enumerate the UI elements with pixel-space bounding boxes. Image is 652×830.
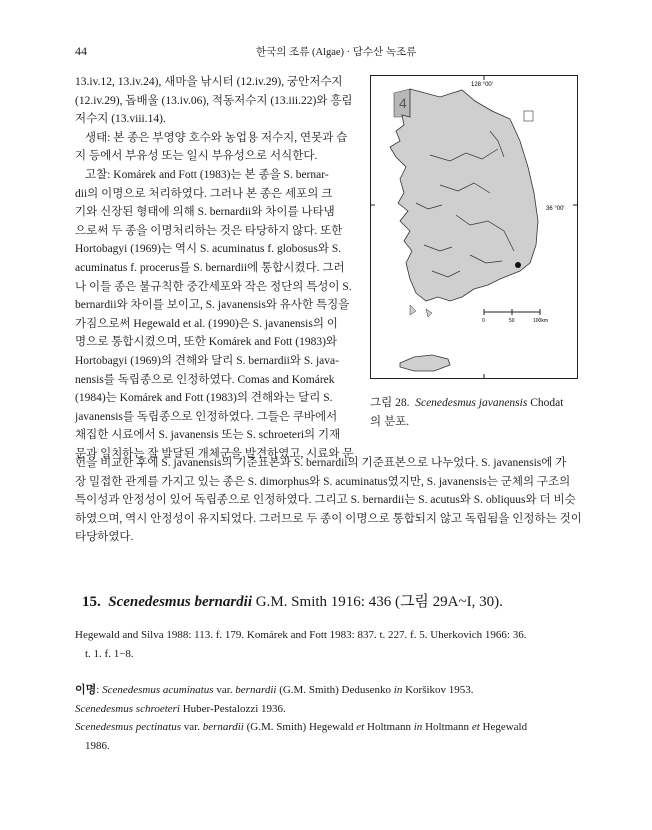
synonym-text: Holtmann <box>364 721 414 734</box>
species-number: 15. <box>82 594 101 610</box>
text-line: Hortobagyi (1969)는 역시 S. acuminatus f. globosus와 S. <box>75 243 342 256</box>
references-block <box>75 626 526 663</box>
synonym-in: in <box>393 684 403 696</box>
synonym-text: (G.M. Smith) Hegewald <box>243 721 357 734</box>
figure-caption <box>370 394 563 431</box>
synonym-text: var. <box>213 684 236 696</box>
text-line: 으로써 두 종을 이명처리하는 것은 타당하지 않다. 또한 <box>75 224 343 237</box>
text-line: Hortobagyi (1969)의 견해와 달리 S. bernardii와 S. java- <box>75 354 339 367</box>
synonym-variety: bernardii <box>202 721 244 734</box>
synonym-line <box>75 718 527 737</box>
synonym-text: Hegewald <box>479 721 528 734</box>
synonym-text: var. <box>181 721 203 734</box>
synonyms-block <box>75 681 527 755</box>
text-line: 채집한 시료에서 S. javanensis 또는 S. schroeteri의 기재 <box>75 429 341 442</box>
synonym-line: 이명: Scenedesmus acuminatus var. bernardii (G.M. Smith) Dedusenko in Koršikov 1953. <box>75 684 474 696</box>
synonym-in: in <box>413 721 423 734</box>
text-line: nensis를 독립종으로 인정하였다. Comas and Komárek <box>75 373 335 386</box>
caption-author: Chodat <box>530 397 564 409</box>
species-authority: G.M. Smith 1916: 436 (그림 29A~I, 30). <box>255 594 503 610</box>
synonym-text: Holtmann <box>422 721 472 734</box>
text-line: 지 등에서 부유성 또는 일시 부유성으로 서식한다. <box>75 150 318 163</box>
text-line: 명으로 통합시켰으며, 또한 Komárek and Fott (1983)와 <box>75 336 338 349</box>
scale-label-0: 0 <box>482 318 485 324</box>
caption-species: Scenedesmus javanensis <box>415 397 528 409</box>
text-line: dii의 이명으로 처리하였다. 그러나 본 종은 세포의 크 <box>75 187 333 200</box>
synonym-text: Huber-Pestalozzi 1936. <box>179 702 286 715</box>
reference-line: t. 1. f. 1−8. <box>85 647 134 660</box>
synonym-et: et <box>356 721 365 734</box>
text-line: 고찰: Komárek and Fott (1983)는 본 종을 S. bernar- <box>85 168 329 181</box>
page-number: 44 <box>75 44 87 58</box>
text-line: javanensis를 독립종으로 인정하였다. 그들은 쿠바에서 <box>75 410 338 423</box>
longitude-label: 128 °00' <box>471 82 493 88</box>
text-line: 특이성과 안정성이 있어 독립종으로 인정하였다. 그리고 S. bernardii는 S. acutus와 S. obliquus와 더 비슷 <box>75 494 576 507</box>
text-line: 나 이들 종은 불규칙한 중간세포와 작은 정단의 특성이 S. <box>75 280 352 293</box>
caption-number: 그림 28. <box>370 397 410 409</box>
text-line: 장 밀접한 관계를 가지고 있는 종은 S. dimorphus와 S. acuminatus였지만, S. javanensis는 군체의 구조의 <box>75 475 571 488</box>
text-line: 헌을 비교한 후에 S. javanensis의 기준표본과 S. bernardii의 기준표본으로 나누었다. S. javanensis에 가 <box>75 457 567 469</box>
synonym-line: 1986. <box>85 739 110 752</box>
text-line: 타당하였다. <box>75 531 134 544</box>
text-line: 저수지 (13.viii.14). <box>75 113 166 126</box>
synonym-et: et <box>471 721 480 734</box>
synonym-variety: bernardii <box>235 684 277 696</box>
species-name: Scenedesmus bernardii <box>108 594 253 610</box>
species-heading <box>82 590 503 611</box>
text-line: 13.iv.12, 13.iv.24), 새마을 낚시터 (12.iv.29), 궁안저수지 <box>75 76 343 88</box>
latitude-label: 36 °00' <box>546 206 565 212</box>
reference-line: Hegewald and Silva 1988: 113. f. 179. Komárek and Fott 1983: 837. t. 227. f. 5. Uherkovich 1966: 36. <box>75 629 527 641</box>
caption-line2: 의 분포. <box>370 415 410 428</box>
grid-number: 4 <box>399 95 407 111</box>
distribution-map <box>370 75 578 379</box>
synonym-species: Scenedesmus schroeteri <box>75 702 180 715</box>
korea-map-svg <box>370 75 578 379</box>
synonym-text: Koršikov 1953. <box>402 684 474 696</box>
synonym-label: 이명 <box>75 684 97 696</box>
text-line: acuminatus f. procerus를 S. bernardii에 통합시켰다. 그러 <box>75 261 345 274</box>
text-line: (12.iv.29), 돕배울 (13.iv.06), 적동저수지 (13.iii.22)와 흥림 <box>75 94 353 107</box>
inset-box <box>524 111 533 121</box>
synonym-species: Scenedesmus pectinatus <box>75 721 181 734</box>
text-line: 생태: 본 종은 부영양 호수와 농업용 저수지, 연못과 습 <box>85 131 348 144</box>
running-title: 한국의 조류 (Algae) · 담수산 녹조류 <box>256 47 417 58</box>
text-line: bernardii와 차이를 보이고, S. javanensis와 유사한 특징을 <box>75 299 350 312</box>
text-line: (1984)는 Komárek and Fott (1983)의 견해와는 달리 S. <box>75 392 333 405</box>
text-line: 가짐으로써 Hegewald et al. (1990)은 S. javanensis의 이 <box>75 317 338 330</box>
full-width-text <box>75 454 582 547</box>
scale-label-100: 100km <box>533 318 549 324</box>
synonym-line <box>75 700 527 719</box>
synonym-text: (G.M. Smith) Dedusenko <box>276 684 394 696</box>
synonym-species: Scenedesmus acuminatus <box>102 684 214 696</box>
text-line: 하였으며, 역시 안정성이 유지되었다. 그러므로 두 종이 이명으로 통합되지 않고 독립됨을 인정하는 것이 <box>75 512 582 525</box>
scale-label-50: 50 <box>509 318 515 324</box>
text-line: 문과 일치하는 잘 발달된 개체군을 발견하였고, 시료와 문 <box>75 447 354 460</box>
left-column-text <box>75 73 357 463</box>
text-line: 기와 신장된 형태에 의해 S. bernardii와 차이를 나타냄 <box>75 206 335 219</box>
occurrence-point <box>515 262 521 268</box>
